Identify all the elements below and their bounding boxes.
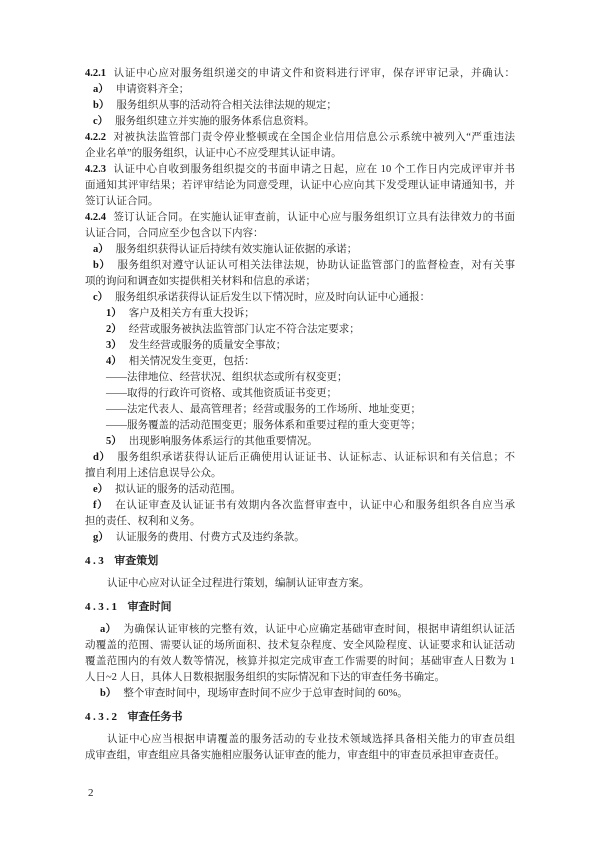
line-text: 认证中心应对认证全过程进行策划，编制认证审查方案。 [107,578,370,589]
line-text: 动覆盖的范围、需要认证的场所面积、技术复杂程度、安全风险程度、认证要求和认证活动 [85,640,515,651]
text-line [85,370,515,386]
line-text: ——取得的行政许可资格、或其他资质证书变更； [106,388,337,399]
clause-number: 4.3 [85,555,107,567]
text-line [85,450,515,466]
clause-number: 4.2.4 [85,212,106,223]
line-text: 审查任务书 [127,711,183,723]
text-line [85,482,515,498]
line-text: 发生经营或服务的质量安全事故； [128,340,287,351]
text-line [85,146,515,162]
line-text: 为确保认证审核的完整有效，认证中心应确定基础审查时间，根据申请组织认证活 [123,624,516,635]
text-line [85,178,515,194]
text-line [85,290,515,306]
line-text: 覆盖范围内的有效人数等情况，核算并拟定完成审查工作需要的时间；基础审查人日数为 1 [85,656,515,667]
text-line [85,130,515,146]
text-line [85,576,515,592]
text-line [85,210,515,226]
clause-number: 4.3.1 [85,601,120,613]
text-line [85,306,515,322]
line-text: 担的责任、权利和义务。 [85,516,201,527]
page-number: 2 [88,787,94,799]
document-body [85,66,515,764]
clause-number: b） [93,100,110,111]
line-text: 审查时间 [127,601,172,613]
text-line [85,498,515,514]
clause-number: a） [93,244,109,255]
line-text: ——法律地位、经营状况、组织状态或所有权变更； [106,372,348,383]
clause-number: 4.3.2 [85,711,120,723]
line-text: 成审查组，审查组应具备实施相应服务认证审查的能力，审查组中的审查员承担审查责任。 [85,750,505,761]
text-line [85,654,515,670]
clause-number: 4） [106,356,122,367]
clause-number: 2） [106,324,122,335]
text-line [85,530,515,546]
line-text: 面通知其评审结果；若评审结论为同意受理，认证中心应向其下发受理认证申请通知书，并 [85,180,515,191]
clause-number: a） [100,624,117,635]
line-text: 认证中心应当根据申请覆盖的服务活动的专业技术领域选择具备相关能力的审查员组 [107,734,515,745]
text-line [85,66,515,82]
clause-number: c） [93,292,109,303]
text-line [85,274,515,290]
clause-number: 5） [106,436,122,447]
line-text: 服务组织承诺获得认证后发生以下情况时，应及时向认证中心通报： [115,292,431,303]
text-line [85,514,515,530]
line-text: 拟认证的服务的活动范围。 [115,484,242,495]
text-line [85,162,515,178]
clause-number: 3） [106,340,122,351]
text-line [85,226,515,242]
clause-number: 1） [106,308,122,319]
text-line [85,434,515,450]
text-line [85,748,515,764]
clause-number: e） [93,484,109,495]
clause-number: 4.2.2 [85,132,106,143]
line-text: 申请资料齐全； [115,84,190,95]
section-heading [85,553,515,569]
clause-number: 4.2.3 [85,164,106,175]
text-line [85,194,515,210]
line-text: 服务组织承诺获得认证后正确使用认证证书、认证标志、认证标识和有关信息；不 [117,452,516,463]
text-line [85,670,515,686]
text-line [85,402,515,418]
line-text: 认证合同，合同应至少包含以下内容： [85,228,264,239]
text-line [85,418,515,434]
clause-number: f） [93,500,109,511]
line-text: 服务组织获得认证后持续有效实施认证依据的承诺； [115,244,358,255]
section-heading [85,599,515,615]
line-text: 签订认证合同。在实施认证审查前，认证中心应与服务组织订立具有法律效力的书面 [113,212,515,223]
line-text: 服务组织建立并实施的服务体系信息资料。 [115,116,315,127]
clause-number: b） [93,260,111,271]
line-text: 经营或服务被执法监管部门认定不符合法定要求； [128,324,360,335]
text-line [85,638,515,654]
line-text: 审查策划 [114,555,159,567]
section-heading [85,709,515,725]
line-text: ——服务覆盖的活动范围变更；服务体系和重要过程的重大变更等； [106,420,421,431]
line-text: 在认证审查及认证证书有效期内各次监督审查中，认证中心和服务组织各自应当承 [115,500,516,511]
clause-number: d） [93,452,111,463]
line-text: 整个审查时间中，现场审查时间不应少于总审查时间的 60%。 [123,688,408,699]
line-text: 客户及相关方有重大投诉； [128,308,255,319]
line-text: 企业名单”的服务组织，认证中心不应受理其认证申请。 [85,148,342,159]
line-text: ——法定代表人、最高管理者；经营或服务的工作场所、地址变更； [106,404,421,415]
clause-number: c） [93,116,109,127]
text-line [85,322,515,338]
clause-number: b） [100,688,117,699]
clause-number: a） [93,84,109,95]
text-line [85,386,515,402]
line-text: 擅自利用上述信息误导公众。 [85,468,222,479]
line-text: 相关情况发生变更，包括： [128,356,255,367]
line-text: 服务组织从事的活动符合相关法律法规的规定； [116,100,337,111]
line-text: 服务组织对遵守认证认可相关法律法规，协助认证监管部门的监督检查，对有关事 [117,260,516,271]
text-line [85,98,515,114]
line-text: 签订认证合同。 [85,196,159,207]
clause-number: g） [93,532,109,543]
text-line [85,686,515,702]
text-line [85,466,515,482]
line-text: 认证中心自收到服务组织提交的书面申请之日起，应在 10 个工作日内完成评审并书 [113,164,515,175]
text-line [85,114,515,130]
text-line [85,622,515,638]
line-text: 对被执法监管部门责令停业整顿或在全国企业信用信息公示系统中被列入“严重违法 [113,132,515,143]
line-text: 认证中心应对服务组织递交的申请文件和资料进行评审，保存评审记录，并确认： [113,68,515,79]
text-line [85,354,515,370]
line-text: 出现影响服务体系运行的其他重要情况。 [128,436,318,447]
line-text: 人日~2 人日，具体人日数根据服务组织的实际情况和下达的审查任务书确定。 [85,672,446,683]
text-line [85,242,515,258]
text-line [85,338,515,354]
text-line [85,258,515,274]
line-text: 项的询问和调查如实提供相关材料和信息的承诺； [85,276,316,287]
line-text: 认证服务的费用、付费方式及违约条款。 [115,532,305,543]
text-line [85,732,515,748]
clause-number: 4.2.1 [85,68,106,79]
text-line [85,82,515,98]
